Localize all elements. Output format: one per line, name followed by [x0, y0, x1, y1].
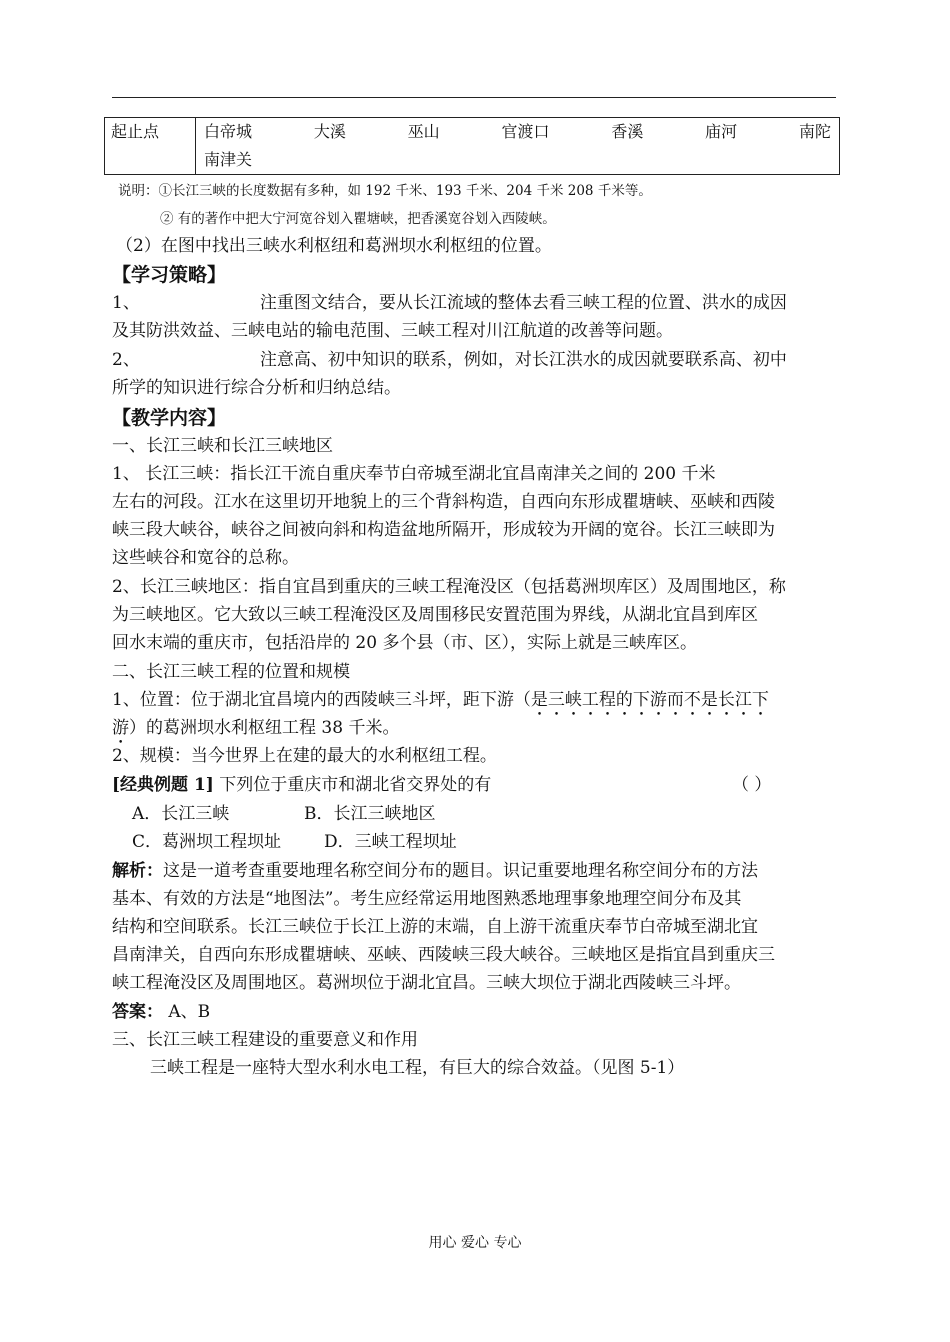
option-b: B．长江三峡地区	[304, 804, 436, 824]
para-1-line: 峡三段大峡谷，峡谷之间被向斜和构造盆地所隔开，形成较为开阔的宽谷。长江三峡即为	[112, 520, 775, 540]
strategy-item-2	[112, 347, 787, 374]
analysis-label: 解析：	[112, 861, 163, 881]
content-heading: 【教学内容】	[112, 407, 227, 429]
answer-blank: （ ）	[732, 775, 772, 795]
analysis-line: 基本、有效的方法是“地图法”。考生应经常运用地图熟悉地理事象地理空间分布及其	[112, 889, 742, 909]
strategy-text: 注意高、初中知识的联系，例如，对长江洪水的成因就要联系高、初中	[259, 350, 787, 370]
position-text: 1、位置：位于湖北宜昌境内的西陵峡三斗坪，距下游（	[112, 690, 531, 710]
emphasis-text: 是三峡工程的下游而不是长江下	[530, 690, 769, 710]
stop-name: 南津关	[204, 150, 253, 169]
options-row-1	[132, 801, 436, 828]
scale-line: 2、规模：当今世界上在建的最大的水利枢纽工程。	[112, 746, 497, 766]
strategy-heading: 【学习策略】	[112, 264, 227, 286]
strategy-item-1	[112, 290, 787, 317]
para-1-line: 1、 长江三峡：指长江干流自重庆奉节白帝城至湖北宜昌南津关之间的 200 千米	[112, 464, 716, 484]
para-1-line: 这些峡谷和宽谷的总称。	[112, 548, 299, 568]
strategy-item-2-cont: 所学的知识进行综合分析和归纳总结。	[112, 378, 401, 398]
stop-name: 南陀	[798, 122, 831, 141]
header-rule	[112, 97, 836, 98]
section-1-title: 一、长江三峡和长江三峡地区	[112, 436, 333, 456]
emphasis-text: 游	[112, 718, 129, 738]
options-row-2	[132, 829, 457, 856]
page-footer: 用心 爱心 专心	[428, 1235, 522, 1251]
note-2: ② 有的著作中把大宁河宽谷划入瞿塘峡，把香溪宽谷划入西陵峡。	[160, 211, 556, 227]
para-2-line: 2、长江三峡地区：指自宜昌到重庆的三峡工程淹没区（包括葛洲坝库区）及周围地区，称	[112, 577, 786, 597]
table-row	[105, 118, 840, 175]
example-question	[112, 772, 836, 799]
section-2-title: 二、长江三峡工程的位置和规模	[112, 662, 350, 682]
section-3-title: 三、长江三峡工程建设的重要意义和作用	[112, 1030, 418, 1050]
position-text: ）的葛洲坝水利枢纽工程 38 千米。	[129, 718, 400, 738]
analysis-line: 峡工程淹没区及周围地区。葛洲坝位于湖北宜昌。三峡大坝位于湖北西陵峡三斗坪。	[112, 973, 741, 993]
option-c: C．葛洲坝工程坝址	[132, 832, 282, 852]
stop-name: 香溪	[611, 122, 644, 141]
stop-name: 大溪	[313, 122, 346, 141]
example-label: [经典例题 1]	[112, 775, 214, 795]
section-3-para: 三峡工程是一座特大型水利水电工程，有巨大的综合效益。（见图 5-1）	[150, 1058, 685, 1078]
answer-value: A、B	[163, 1002, 211, 1022]
stop-name: 官渡口	[501, 122, 550, 141]
option-a: A．长江三峡	[132, 804, 230, 824]
table-stops-cell	[196, 118, 840, 175]
para-2-line: 为三峡地区。它大致以三峡工程淹没区及周围移民安置范围为界线，从湖北宜昌到库区	[112, 605, 758, 625]
strategy-num: 2、	[112, 350, 140, 370]
question-2: （2）在图中找出三峡水利枢纽和葛洲坝水利枢纽的位置。	[116, 236, 552, 256]
analysis-line	[112, 858, 758, 885]
analysis-line: 结构和空间联系。长江三峡位于长江上游的末端，自上游干流重庆奉节白帝城至湖北宜	[112, 917, 758, 937]
answer-line	[112, 999, 210, 1026]
strategy-text: 注重图文结合，要从长江流域的整体去看三峡工程的位置、洪水的成因	[259, 293, 787, 313]
table-label-cell: 起止点	[105, 118, 196, 175]
analysis-text: 这是一道考查重要地理名称空间分布的题目。识记重要地理名称空间分布的方法	[163, 861, 758, 881]
stop-name: 庙河	[705, 122, 738, 141]
para-1-line: 左右的河段。江水在这里切开地貌上的三个背斜构造，自西向东形成瞿塘峡、巫峡和西陵	[112, 492, 775, 512]
analysis-line: 昌南津关，自西向东形成瞿塘峡、巫峡、西陵峡三段大峡谷。三峡地区是指宜昌到重庆三	[112, 945, 775, 965]
strategy-num: 1、	[112, 293, 140, 313]
strategy-item-1-cont: 及其防洪效益、三峡电站的输电范围、三峡工程对川江航道的改善等问题。	[112, 321, 673, 341]
route-table	[104, 117, 840, 175]
stops-row	[204, 118, 831, 146]
example-text: 下列位于重庆市和湖北省交界处的有	[213, 775, 492, 795]
note-1: 说明：①长江三峡的长度数据有多种，如 192 千米、193 千米、204 千米 208 千米等。	[118, 183, 652, 199]
stop-name: 巫山	[407, 122, 440, 141]
para-2-line: 回水末端的重庆市，包括沿岸的 20 多个县（市、区），实际上就是三峡库区。	[112, 633, 697, 653]
stop-name: 白帝城	[204, 122, 253, 141]
option-d: D．三峡工程坝址	[324, 832, 457, 852]
answer-label: 答案：	[112, 1002, 163, 1022]
